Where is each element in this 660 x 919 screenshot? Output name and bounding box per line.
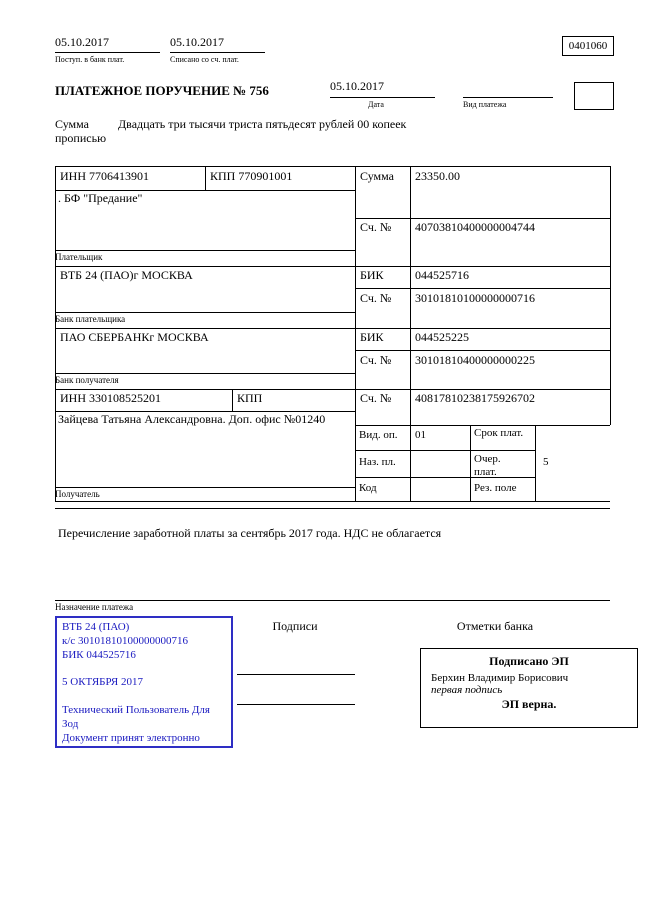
esign-name: Берхин Владимир Борисович [431, 672, 569, 684]
payer-bank-name-line [55, 312, 355, 313]
date-debited: 05.10.2017 [170, 36, 265, 53]
status-box [574, 82, 614, 110]
payee-name: Зайцева Татьяна Александровна. Доп. офис №01240 [58, 412, 326, 426]
payer-bank-bik-label: БИК [360, 268, 384, 282]
signatures-label: Подписи [272, 619, 318, 633]
payee-bank-account-label: Сч. № [360, 353, 392, 367]
label-value-divider [410, 166, 411, 501]
document-title: ПЛАТЕЖНОЕ ПОРУЧЕНИЕ № 756 [55, 83, 269, 98]
esign-title: Подписано ЭП [489, 654, 569, 668]
payee-kpp-label: КПП [237, 391, 263, 405]
table-left-border [55, 166, 56, 501]
purpose-top-line [55, 508, 610, 509]
date-label: Дата [368, 100, 384, 109]
payee-inn-kpp-divider [232, 389, 233, 411]
payer-section-label: Плательщик [55, 252, 103, 262]
payee-name-line [55, 487, 355, 488]
stamp-date: 5 ОКТЯБРЯ 2017 [62, 676, 143, 689]
payer-account-label: Сч. № [360, 220, 392, 234]
amount-value: 23350.00 [415, 169, 460, 183]
document-date: 05.10.2017 [330, 80, 435, 98]
payee-bank-bik-label: БИК [360, 330, 384, 344]
payer-bik-line [355, 288, 610, 289]
payer-kpp: КПП 770901001 [210, 169, 293, 183]
form-code-box: 0401060 [562, 36, 614, 56]
esign-first-signature: первая подпись [431, 684, 503, 696]
payee-bank-account: 30101810400000000225 [415, 353, 535, 367]
table-top-line [55, 166, 610, 167]
payer-name-line [55, 250, 355, 251]
amount-words-label: Сумма прописью [55, 117, 107, 145]
vid-op-row-line [355, 450, 535, 451]
inn-kpp-divider [205, 166, 206, 190]
payee-bank-section-label: Банк получателя [55, 375, 119, 385]
payee-account-label: Сч. № [360, 391, 392, 405]
date-received-label: Поступ. в банк плат. [55, 55, 125, 64]
payer-bank-account-label: Сч. № [360, 291, 392, 305]
bank-marks-label: Отметки банка [456, 619, 534, 633]
vid-op-label: Вид. оп. [359, 429, 398, 441]
payer-inn: ИНН 7706413901 [60, 169, 149, 183]
payer-bank-account: 30101810100000000716 [415, 291, 535, 305]
payee-section-label: Получатель [55, 489, 100, 499]
payer-section-line [55, 266, 610, 267]
vid-op-value: 01 [415, 429, 426, 441]
payee-account: 40817810238175926702 [415, 391, 535, 405]
payer-bank-section-line [55, 328, 610, 329]
payee-section-line [55, 501, 610, 502]
payee-bank-bik: 044525225 [415, 330, 469, 344]
kod-label: Код [359, 482, 377, 494]
date-debited-label: Списано со сч. плат. [170, 55, 239, 64]
table-right-border [610, 166, 611, 425]
payer-bank-bik: 044525716 [415, 268, 469, 282]
naz-pl-label: Наз. пл. [359, 456, 396, 468]
payer-bank-name: ВТБ 24 (ПАО)г МОСКВА [60, 268, 193, 282]
signature-line-2 [237, 690, 355, 705]
bank-stamp [55, 616, 233, 748]
signature-line-1 [237, 660, 355, 675]
rez-pole-label: Рез. поле [474, 482, 517, 494]
stamp-bik: БИК 044525716 [62, 648, 136, 661]
electronic-signature-box [420, 648, 638, 728]
payee-bank-section-line [55, 389, 610, 390]
stamp-user: Технический Пользователь Для Зод [62, 704, 210, 730]
amount-row-line [355, 218, 610, 219]
table-middle-border [355, 166, 356, 501]
stamp-corr-account: к/с 30101810100000000716 [62, 634, 189, 647]
purpose-text: Перечисление заработной платы за сентябрь 2017 года. НДС не облагается [58, 526, 442, 540]
ocher-plat-value: 5 [543, 456, 549, 468]
payee-bank-name-line [55, 373, 355, 374]
amount-words-text: Двадцать три тысячи триста пятьдесят рублей 00 копеек [118, 117, 407, 131]
srok-plat-label: Срок плат. [474, 427, 524, 439]
ocher-plat-label: Очер. плат. [474, 453, 501, 479]
payer-name: . БФ "Предание" [58, 191, 143, 205]
payer-bank-section-label: Банк плательщика [55, 314, 126, 324]
amount-label: Сумма [360, 169, 394, 183]
details-divider-2 [535, 425, 536, 501]
stamp-bank-name: ВТБ 24 (ПАО) [62, 621, 130, 633]
payee-bank-name: ПАО СБЕРБАНКг МОСКВА [60, 330, 209, 344]
esign-verified: ЭП верна. [501, 697, 557, 711]
details-divider-1 [470, 425, 471, 501]
payee-bik-line [355, 350, 610, 351]
payment-kind-field [463, 80, 553, 98]
payee-account-line [355, 425, 610, 426]
payment-kind-label: Вид платежа [463, 100, 507, 109]
payee-inn: ИНН 330108525201 [60, 391, 161, 405]
purpose-bottom-line [55, 600, 610, 601]
stamp-accepted: Документ принят электронно [62, 731, 200, 744]
purpose-label: Назначение платежа [55, 602, 134, 612]
date-received: 05.10.2017 [55, 36, 160, 53]
payer-account: 40703810400000004744 [415, 220, 535, 234]
